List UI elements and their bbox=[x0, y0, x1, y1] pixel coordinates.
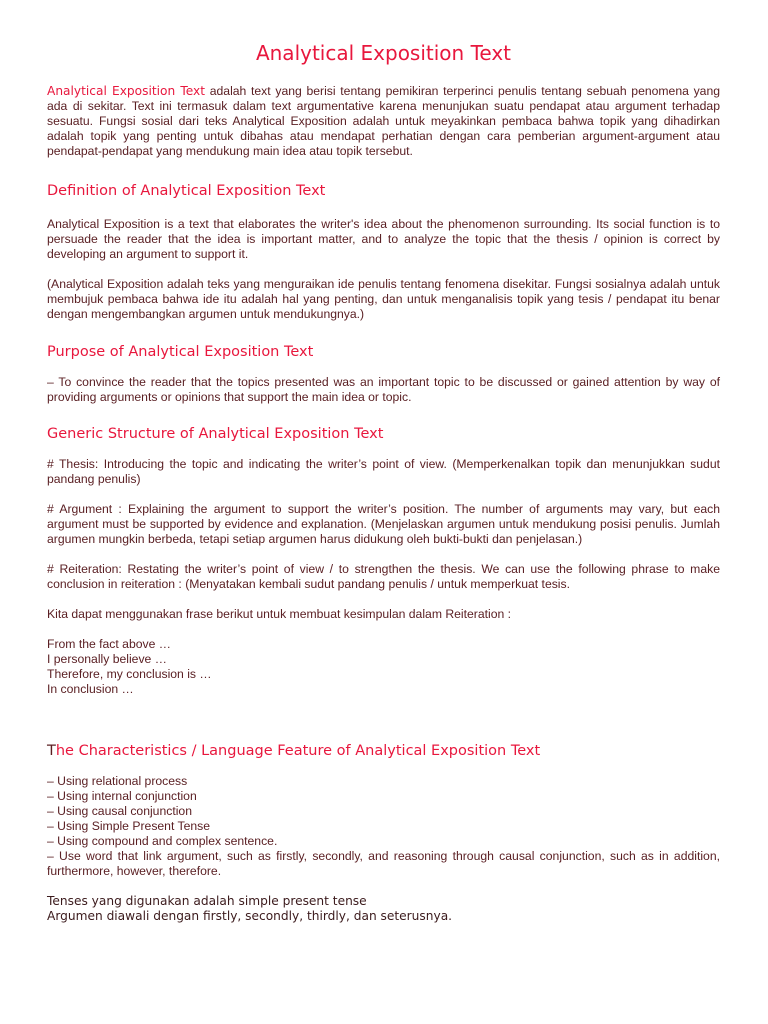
characteristics-tail bbox=[47, 894, 720, 924]
intro-lead: Analytical Exposition Text bbox=[47, 84, 206, 98]
intro-body: adalah text yang berisi tentang pemikiran terperinci penulis tentang sebuah penomena yang ada di sekitar. Text ini termasuk dalam text argumentative karena menunjukan suatu pendapat atau argument terhadap sesuatu. Fungsi sosial dari teks Analytical Exposition adalah untuk meyakinkan pembaca bahwa topik yang dihadirkan adalah topik yang penting untuk dibahas atau mendapat perhatian dengan cara pemberian argument-argument atau pendapat-pendapat yang mendukung main idea atau topik tersebut. bbox=[47, 84, 721, 158]
list-item: – Using Simple Present Tense bbox=[47, 819, 211, 833]
structure-heading: Generic Structure of Analytical Exposition Text bbox=[47, 426, 384, 442]
definition-heading: Definition of Analytical Exposition Text bbox=[47, 183, 326, 199]
phrase-item: Therefore, my conclusion is … bbox=[47, 667, 212, 681]
reiteration-phrases bbox=[47, 637, 720, 697]
definition-paragraph-id: (Analytical Exposition adalah teks yang menguraikan ide penulis tentang fenomena disekitar. Fungsi sosialnya adalah untuk membujuk pembaca bahwa ide itu adalah hal yang penting, dan untuk menganalisis topik yang tesis / pendapat itu benar dengan mengembangkan argumen untuk mendukungnya.) bbox=[47, 277, 720, 321]
purpose-heading: Purpose of Analytical Exposition Text bbox=[47, 344, 314, 360]
document-page bbox=[47, 38, 720, 924]
phrase-item: I personally believe … bbox=[47, 652, 167, 666]
tail-line: Argumen diawali dengan firstly, secondly, thirdly, dan seterusnya. bbox=[47, 909, 453, 923]
structure-argument: # Argument : Explaining the argument to support the writer’s position. The number of arguments may vary, but each argument must be supported by evidence and explanation. (Menjelaskan argumen untuk mendukung posisi penulis. Jumlah argumen mungkin berbeda, tetapi setiap argumen harus didukung oleh bukti-bukti dan penjelasan.) bbox=[47, 502, 720, 546]
list-item: – Using relational process bbox=[47, 774, 188, 788]
characteristics-heading bbox=[47, 741, 720, 761]
tail-line: Tenses yang digunakan adalah simple present tense bbox=[47, 894, 367, 908]
list-item: – Using causal conjunction bbox=[47, 804, 192, 818]
structure-reiteration: # Reiteration: Restating the writer’s point of view / to strengthen the thesis. We can use the following phrase to make conclusion in reiteration : (Menyatakan kembali sudut pandang penulis / untuk memperkuat tesis. bbox=[47, 562, 720, 591]
structure-kita: Kita dapat menggunakan frase berikut untuk membuat kesimpulan dalam Reiteration : bbox=[47, 607, 512, 621]
definition-paragraph-en: Analytical Exposition is a text that elaborates the writer's idea about the phenomenon surrounding. Its social function is to persuade the reader that the idea is important matter, and to analyze the topic that the thesis / opinion is correct by developing an argument to support it. bbox=[47, 217, 720, 261]
characteristics-list bbox=[47, 774, 720, 879]
list-item: – Using compound and complex sentence. bbox=[47, 834, 278, 848]
intro-paragraph bbox=[47, 84, 720, 159]
characteristics-heading-first: T bbox=[47, 743, 56, 759]
purpose-paragraph: – To convince the reader that the topics presented was an important topic to be discussed or gained attention by way of providing arguments or opinions that support the main idea or topic. bbox=[47, 375, 720, 404]
list-item: – Use word that link argument, such as firstly, secondly, and reasoning through causal conjunction, such as in addition, furthermore, however, therefore. bbox=[47, 849, 720, 878]
page-title: Analytical Exposition Text bbox=[255, 41, 512, 65]
phrase-item: In conclusion … bbox=[47, 682, 134, 696]
list-item: – Using internal conjunction bbox=[47, 789, 197, 803]
characteristics-heading-rest: he Characteristics / Language Feature of Analytical Exposition Text bbox=[55, 743, 541, 759]
structure-thesis: # Thesis: Introducing the topic and indicating the writer’s point of view. (Memperkenalkan topik dan menunjukkan sudut pandang penulis) bbox=[47, 457, 720, 486]
phrase-item: From the fact above … bbox=[47, 637, 171, 651]
